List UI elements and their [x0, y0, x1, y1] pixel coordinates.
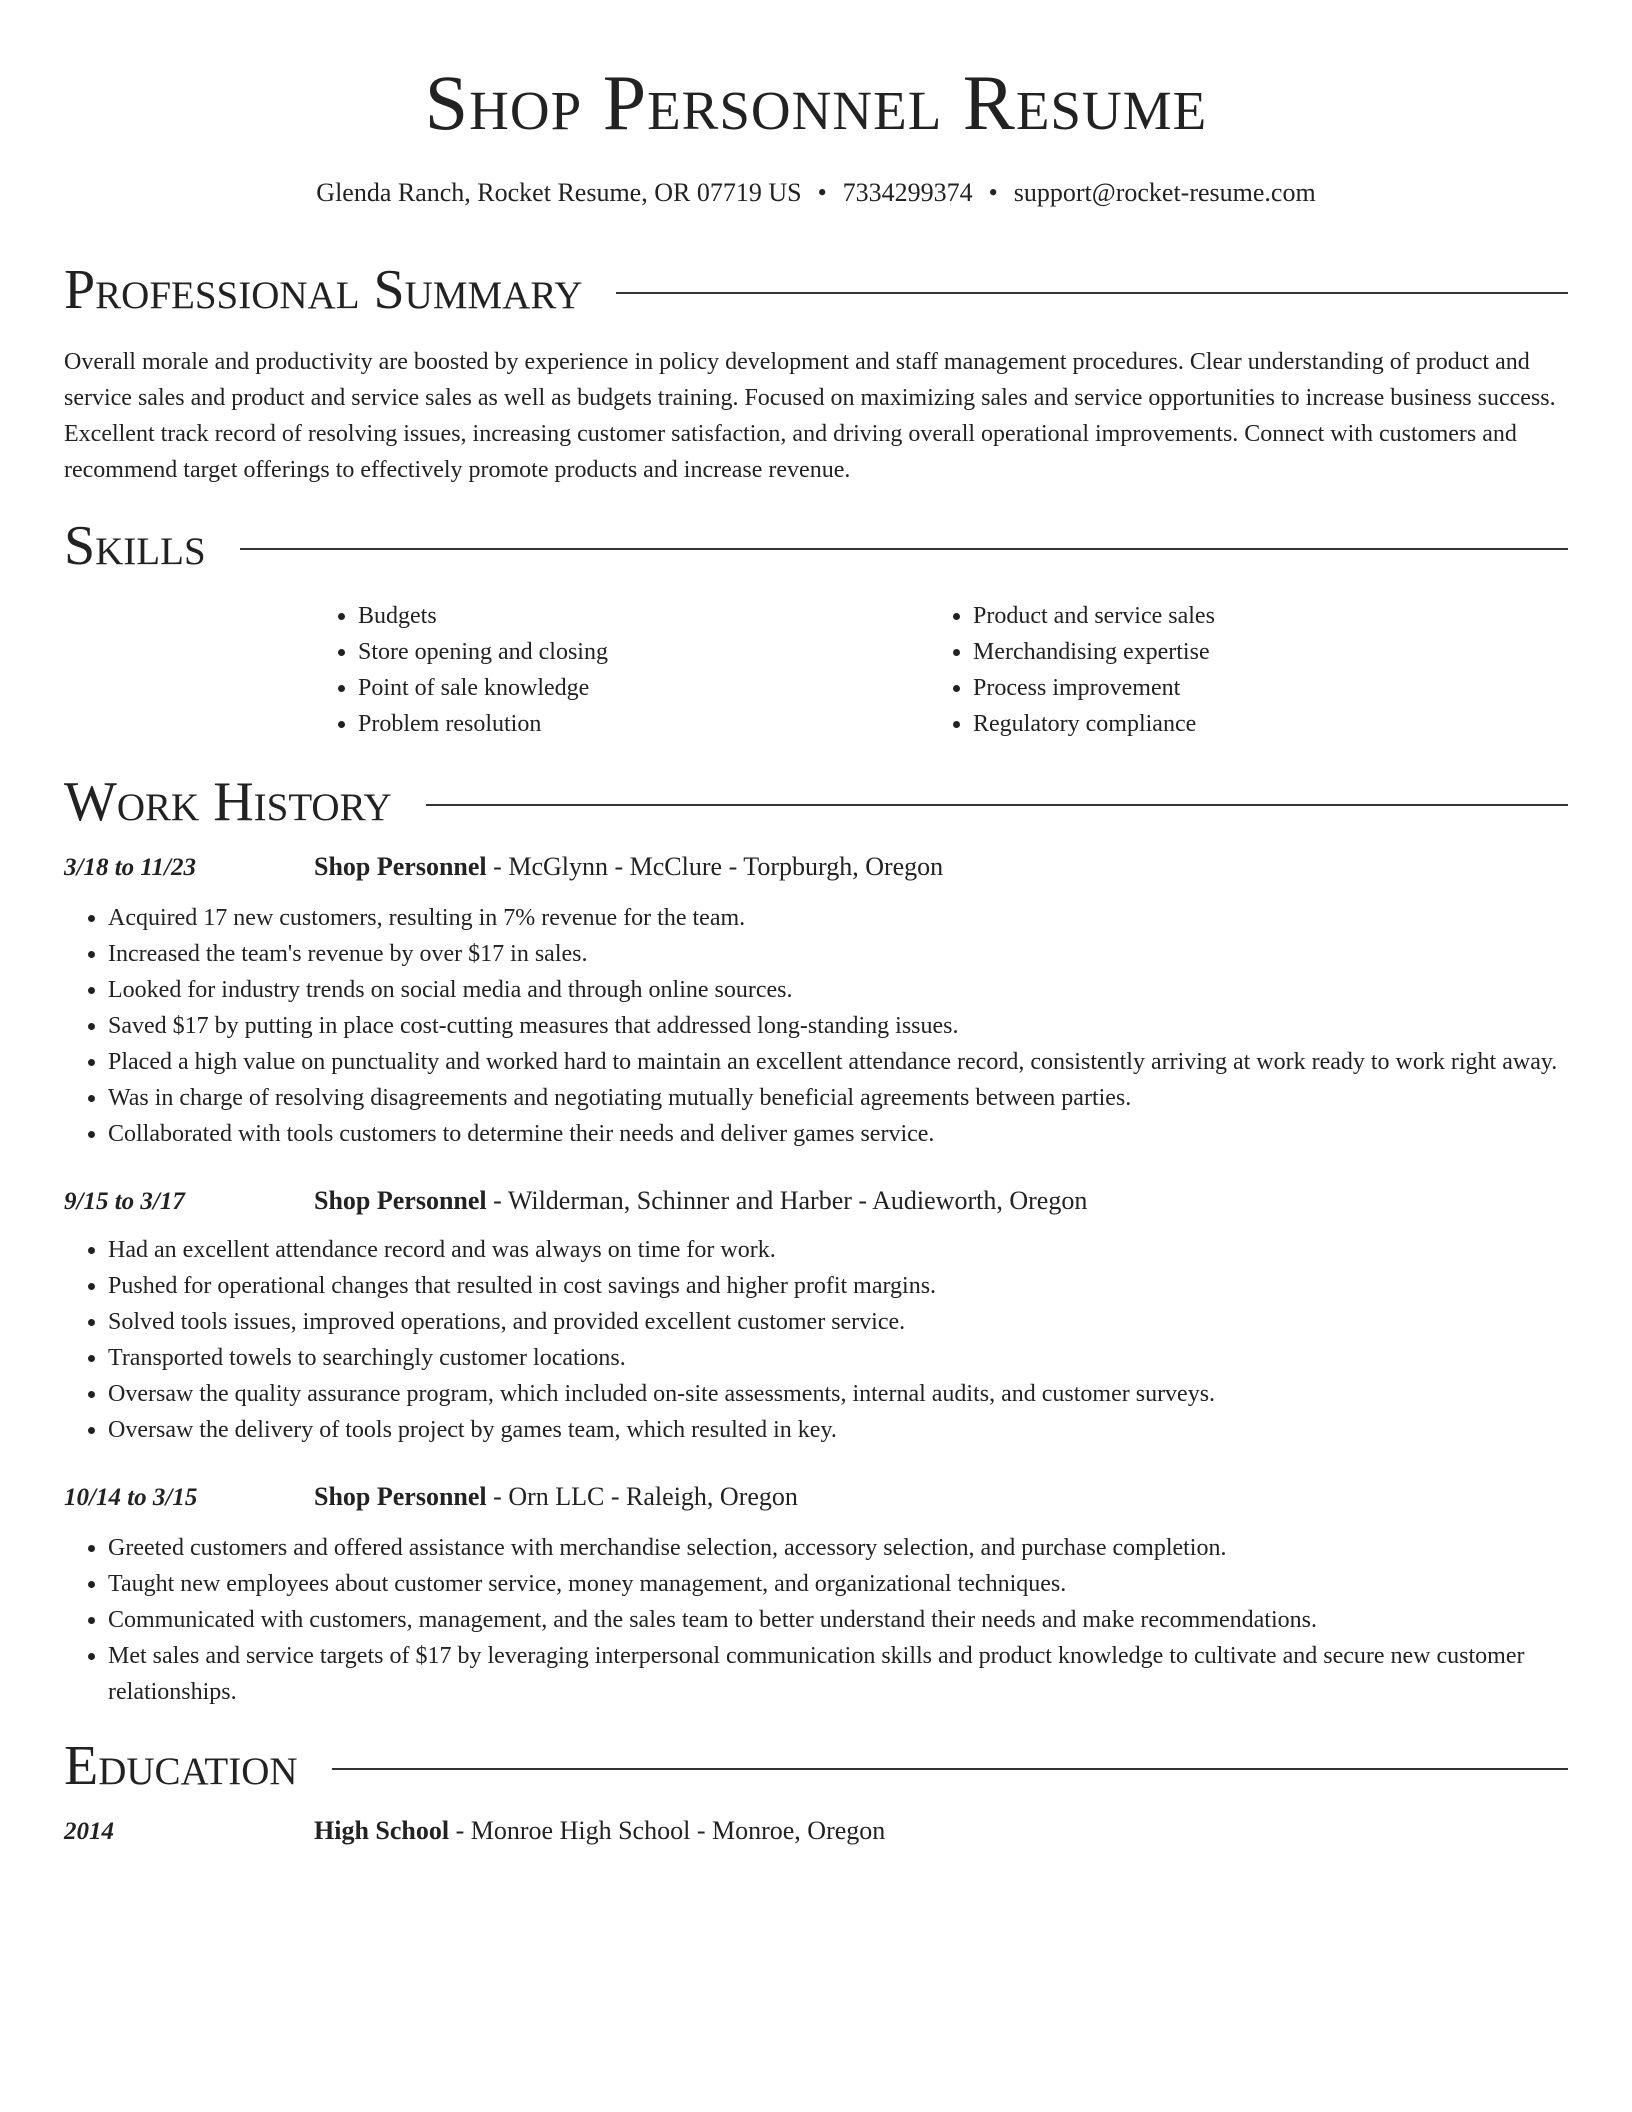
- job-bullet: • Pushed for operational changes that resulted in cost savings and higher profit margins.: [108, 1268, 1568, 1304]
- skill-item: • Budgets: [358, 598, 929, 634]
- contact-separator: •: [988, 178, 998, 207]
- job-entry: [64, 850, 1568, 1152]
- job-bullet: • Was in charge of resolving disagreements and negotiating mutually beneficial agreements between parties.: [108, 1080, 1568, 1116]
- job-bullet: • Oversaw the quality assurance program, which included on-site assessments, internal audits, and customer surveys.: [108, 1376, 1568, 1412]
- contact-phone: 7334299374: [842, 178, 973, 207]
- education-dash: -: [449, 1816, 471, 1845]
- job-dash: -: [486, 1482, 509, 1511]
- skills-section: [64, 514, 1568, 742]
- job-bullet: • Saved $17 by putting in place cost-cutting measures that addressed long-standing issues.: [108, 1008, 1568, 1044]
- skills-heading: [64, 514, 1568, 578]
- education-degree: High School: [314, 1816, 450, 1845]
- job-bullet: • Communicated with customers, management, and the sales team to better understand their needs and make recommendations.: [108, 1602, 1568, 1638]
- job-dash: -: [486, 1186, 508, 1215]
- education-year: 2014: [64, 1818, 114, 1845]
- job-company: Orn LLC: [508, 1482, 605, 1511]
- job-dates: 3/18 to 11/23: [64, 854, 196, 881]
- contact-address: Glenda Ranch, Rocket Resume, OR 07719 US: [316, 178, 802, 207]
- skill-item: • Store opening and closing: [358, 634, 929, 670]
- job-dates: 9/15 to 3/17: [64, 1188, 185, 1215]
- summary-section: [64, 258, 1568, 488]
- skill-item: • Process improvement: [973, 670, 1556, 706]
- job-title-line: [314, 1184, 1087, 1218]
- job-bullet: • Increased the team's revenue by over $17 in sales.: [108, 936, 1568, 972]
- skills-column-right: [929, 598, 1556, 742]
- skills-column-left: [314, 598, 929, 742]
- education-line: [314, 1814, 885, 1848]
- job-dash: -: [486, 852, 509, 881]
- job-title-line: [314, 1480, 798, 1514]
- contact-line: [64, 176, 1568, 210]
- job-position: Shop Personnel: [314, 1482, 487, 1511]
- job-header: [64, 850, 1568, 884]
- education-title: Education: [64, 1735, 298, 1797]
- section-divider: [426, 804, 1568, 806]
- section-divider: [332, 1768, 1568, 1770]
- job-bullet: • Looked for industry trends on social media and through online sources.: [108, 972, 1568, 1008]
- skill-item: • Merchandising expertise: [973, 634, 1556, 670]
- job-bullets: [64, 1530, 1568, 1710]
- education-location: Monroe, Oregon: [711, 1816, 886, 1845]
- job-bullet: • Placed a high value on punctuality and worked hard to maintain an excellent attendance record, consistently arriving at work ready to work right away.: [108, 1044, 1568, 1080]
- skills-list: [314, 598, 1568, 742]
- job-bullet: • Taught new employees about customer service, money management, and organizational techniques.: [108, 1566, 1568, 1602]
- section-divider: [240, 548, 1568, 550]
- job-header: [64, 1480, 1568, 1514]
- job-dash: -: [722, 852, 744, 881]
- contact-separator: •: [817, 178, 827, 207]
- skill-item: • Product and service sales: [973, 598, 1556, 634]
- job-bullet: • Collaborated with tools customers to determine their needs and deliver games service.: [108, 1116, 1568, 1152]
- resume-name: Shop Personnel Resume: [424, 59, 1208, 146]
- job-bullet: • Oversaw the delivery of tools project by games team, which resulted in key.: [108, 1412, 1568, 1448]
- skill-item: • Regulatory compliance: [973, 706, 1556, 742]
- job-dash: -: [851, 1186, 873, 1215]
- education-entry: [64, 1814, 1568, 1848]
- job-bullets: [64, 1232, 1568, 1448]
- job-bullet: • Solved tools issues, improved operations, and provided excellent customer service.: [108, 1304, 1568, 1340]
- job-bullet: • Had an excellent attendance record and was always on time for work.: [108, 1232, 1568, 1268]
- education-section: [64, 1734, 1568, 1848]
- job-entry: [64, 1480, 1568, 1710]
- section-divider: [616, 292, 1568, 294]
- job-bullet: • Met sales and service targets of $17 by leveraging interpersonal communication skills and product knowledge to cultivate and secure new customer relationships.: [108, 1638, 1568, 1710]
- skills-title: Skills: [64, 515, 206, 577]
- summary-title: Professional Summary: [64, 259, 583, 321]
- skill-item: • Problem resolution: [358, 706, 929, 742]
- education-dash: -: [690, 1816, 712, 1845]
- job-dates: 10/14 to 3/15: [64, 1484, 198, 1511]
- job-location: Torpburgh, Oregon: [743, 852, 944, 881]
- job-company: Wilderman, Schinner and Harber: [507, 1186, 852, 1215]
- education-heading: [64, 1734, 1568, 1798]
- work-section: [64, 770, 1568, 1710]
- work-title: Work History: [64, 771, 392, 833]
- job-position: Shop Personnel: [314, 852, 487, 881]
- job-location: Audieworth, Oregon: [872, 1186, 1088, 1215]
- job-header: [64, 1184, 1568, 1218]
- contact-email: support@rocket-resume.com: [1013, 178, 1316, 207]
- summary-text: Overall morale and productivity are boosted by experience in policy development and staff management procedures. Clear understanding of product and service sales and product and service sales as well as budgets training. Focused on maximizing sales and service opportunities to increase business success. Excellent track record of resolving issues, increasing customer satisfaction, and driving overall operational improvements. Connect with customers and recommend target offerings to effectively promote products and increase revenue.: [64, 349, 1556, 483]
- job-dash: -: [604, 1482, 627, 1511]
- education-school: Monroe High School: [470, 1816, 691, 1845]
- job-bullet: • Transported towels to searchingly customer locations.: [108, 1340, 1568, 1376]
- job-entry: [64, 1184, 1568, 1448]
- work-heading: [64, 770, 1568, 834]
- resume-header: [64, 0, 1568, 210]
- job-title-line: [314, 850, 943, 884]
- skill-item: • Point of sale knowledge: [358, 670, 929, 706]
- summary-heading: [64, 258, 1568, 322]
- job-bullet: • Acquired 17 new customers, resulting in 7% revenue for the team.: [108, 900, 1568, 936]
- job-location: Raleigh, Oregon: [626, 1482, 798, 1511]
- job-bullets: [64, 900, 1568, 1152]
- job-company: McGlynn - McClure: [508, 852, 723, 881]
- job-bullet: • Greeted customers and offered assistance with merchandise selection, accessory selection, and purchase completion.: [108, 1530, 1568, 1566]
- job-position: Shop Personnel: [314, 1186, 487, 1215]
